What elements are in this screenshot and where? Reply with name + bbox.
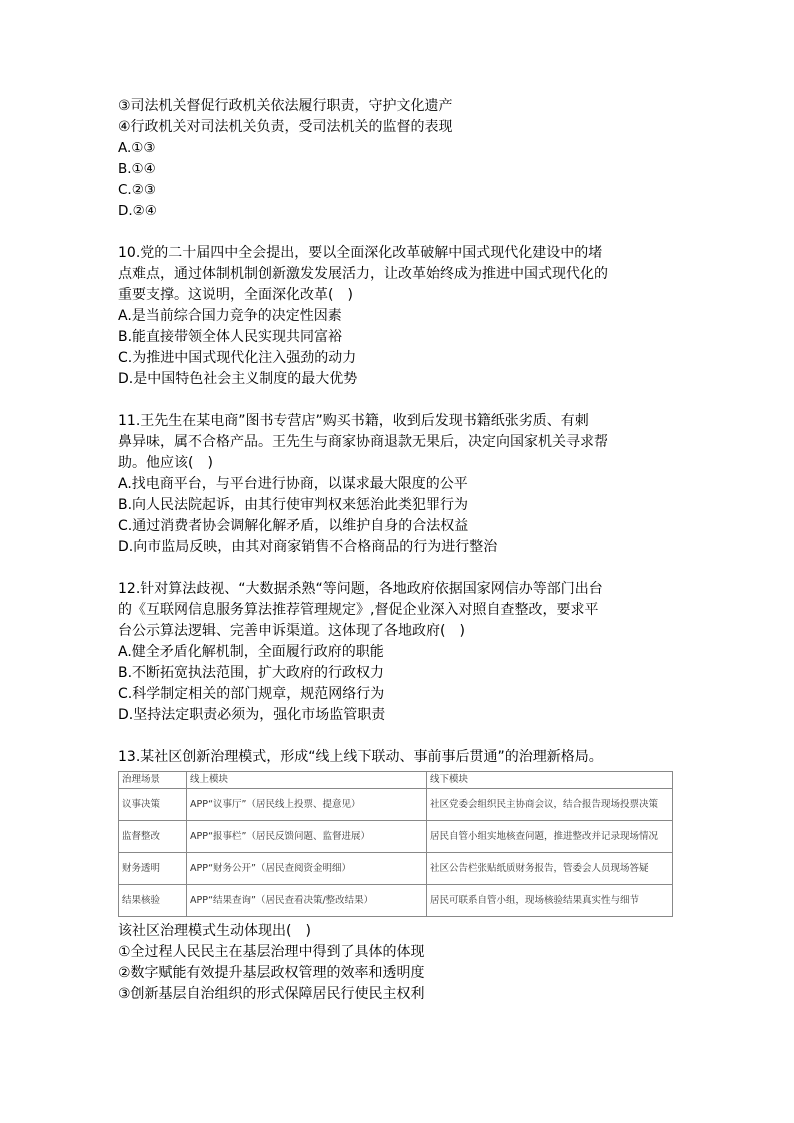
q10-stem-line: 重要支撑。这说明，全面深化改革( ) — [118, 287, 353, 303]
q13-statement-2: ②数字赋能有效提升基层政权管理的效率和透明度 — [118, 965, 425, 981]
table-cell: 居民自管小组实地核查问题，推进整改并记录现场情况 — [427, 821, 673, 853]
statement-4: ④行政机关对司法机关负责，受司法机关的监督的表现 — [118, 119, 453, 135]
table-cell: 财务透明 — [119, 853, 187, 885]
q11-option-c: C.通过消费者协会调解化解矛盾，以维护自身的合法权益 — [118, 518, 469, 534]
q13-stem: 13.某社区创新治理模式，形成“线上线下联动、事前事后贯通”的治理新格局。 — [118, 749, 603, 765]
q11-stem-line: 11.王先生在某电商”图书专营店”购买书籍，收到后发现书籍纸张劣质、有刺 — [118, 413, 589, 429]
q12-stem-line: 的《互联网信息服务算法推荐管理规定》,督促企业深入对照自查整改，要求平 — [118, 602, 599, 618]
q10-option-a: A.是当前综合国力竞争的决定性因素 — [118, 308, 342, 324]
q12-option-a: A.健全矛盾化解机制，全面履行政府的职能 — [118, 644, 384, 660]
q10-stem-line: 点难点，通过体制机制创新激发发展活力，让改革始终成为推进中国式现代化的 — [118, 266, 608, 282]
q12-stem-line: 台公示算法逻辑、完善申诉渠道。这体现了各地政府( ) — [118, 623, 465, 639]
spacer — [118, 390, 678, 411]
question-13 — [118, 747, 678, 1005]
table-header: 治理场景 — [119, 772, 187, 789]
q11-option-d: D.向市监局反映，由其对商家销售不合格商品的行为进行整治 — [118, 539, 498, 555]
question-10 — [118, 243, 678, 390]
q10-stem-line: 10.党的二十届四中全会提出，要以全面深化改革破解中国式现代化建设中的堵 — [118, 245, 603, 261]
q9-option-c: C.②③ — [118, 182, 156, 198]
q13-statement-1: ①全过程人民民主在基层治理中得到了具体的体现 — [118, 944, 425, 960]
table-cell: APP“议事厅”（居民线上投票、提意见） — [187, 789, 427, 821]
table-cell: 居民可联系自管小组，现场核验结果真实性与细节 — [427, 885, 673, 917]
table-cell: APP“财务公开”（居民查阅资金明细） — [187, 853, 427, 885]
table-row — [119, 789, 673, 821]
q11-stem-line: 助。他应该( ) — [118, 455, 213, 471]
table-cell: 监督整改 — [119, 821, 187, 853]
question-11 — [118, 411, 678, 558]
table-cell: 社区党委会组织民主协商会议，结合报告现场投票决策 — [427, 789, 673, 821]
q10-option-b: B.能直接带领全体人民实现共同富裕 — [118, 329, 343, 345]
statement-3: ③司法机关督促行政机关依法履行职责，守护文化遗产 — [118, 98, 453, 114]
q11-option-a: A.找电商平台，与平台进行协商，以谋求最大限度的公平 — [118, 476, 468, 492]
q13-statement-3: ③创新基层自治组织的形式保障居民行使民主权利 — [118, 986, 425, 1002]
table-cell: 社区公告栏张贴纸质财务报告，管委会人员现场答疑 — [427, 853, 673, 885]
q12-option-d: D.坚持法定职责必须为，强化市场监管职责 — [118, 707, 386, 723]
table-row — [119, 853, 673, 885]
q12-stem-line: 12.针对算法歧视、“大数据杀熟“等问题，各地政府依据国家网信办等部门出台 — [118, 581, 603, 597]
q9-option-b: B.①④ — [118, 161, 156, 177]
q10-option-c: C.为推进中国式现代化注入强劲的动力 — [118, 350, 357, 366]
q9-option-a: A.①③ — [118, 140, 156, 156]
table-row — [119, 885, 673, 917]
q11-stem-line: 鼻异味，属不合格产品。王先生与商家协商退款无果后，决定向国家机关寻求帮 — [118, 434, 608, 450]
table-cell: APP“结果查询”（居民查看决策/整改结果） — [187, 885, 427, 917]
table-header: 线下模块 — [427, 772, 673, 789]
table-header-row — [119, 772, 673, 789]
table-cell: 结果核验 — [119, 885, 187, 917]
governance-table — [118, 771, 673, 917]
question-12 — [118, 579, 678, 726]
q11-option-b: B.向人民法院起诉，由其行使审判权来惩治此类犯罪行为 — [118, 497, 469, 513]
table-row — [119, 821, 673, 853]
spacer — [118, 558, 678, 579]
q12-option-c: C.科学制定相关的部门规章，规范网络行为 — [118, 686, 385, 702]
q13-prompt: 该社区治理模式生动体现出( ) — [118, 923, 311, 939]
q12-option-b: B.不断拓宽执法范围，扩大政府的行政权力 — [118, 665, 385, 681]
table-header: 线上模块 — [187, 772, 427, 789]
q10-option-d: D.是中国特色社会主义制度的最大优势 — [118, 371, 358, 387]
exam-page — [118, 96, 678, 1005]
spacer — [118, 222, 678, 243]
table-cell: APP“报事栏”（居民反馈问题、监督进展） — [187, 821, 427, 853]
q9-option-d: D.②④ — [118, 203, 157, 219]
spacer — [118, 726, 678, 747]
table-cell: 议事决策 — [119, 789, 187, 821]
